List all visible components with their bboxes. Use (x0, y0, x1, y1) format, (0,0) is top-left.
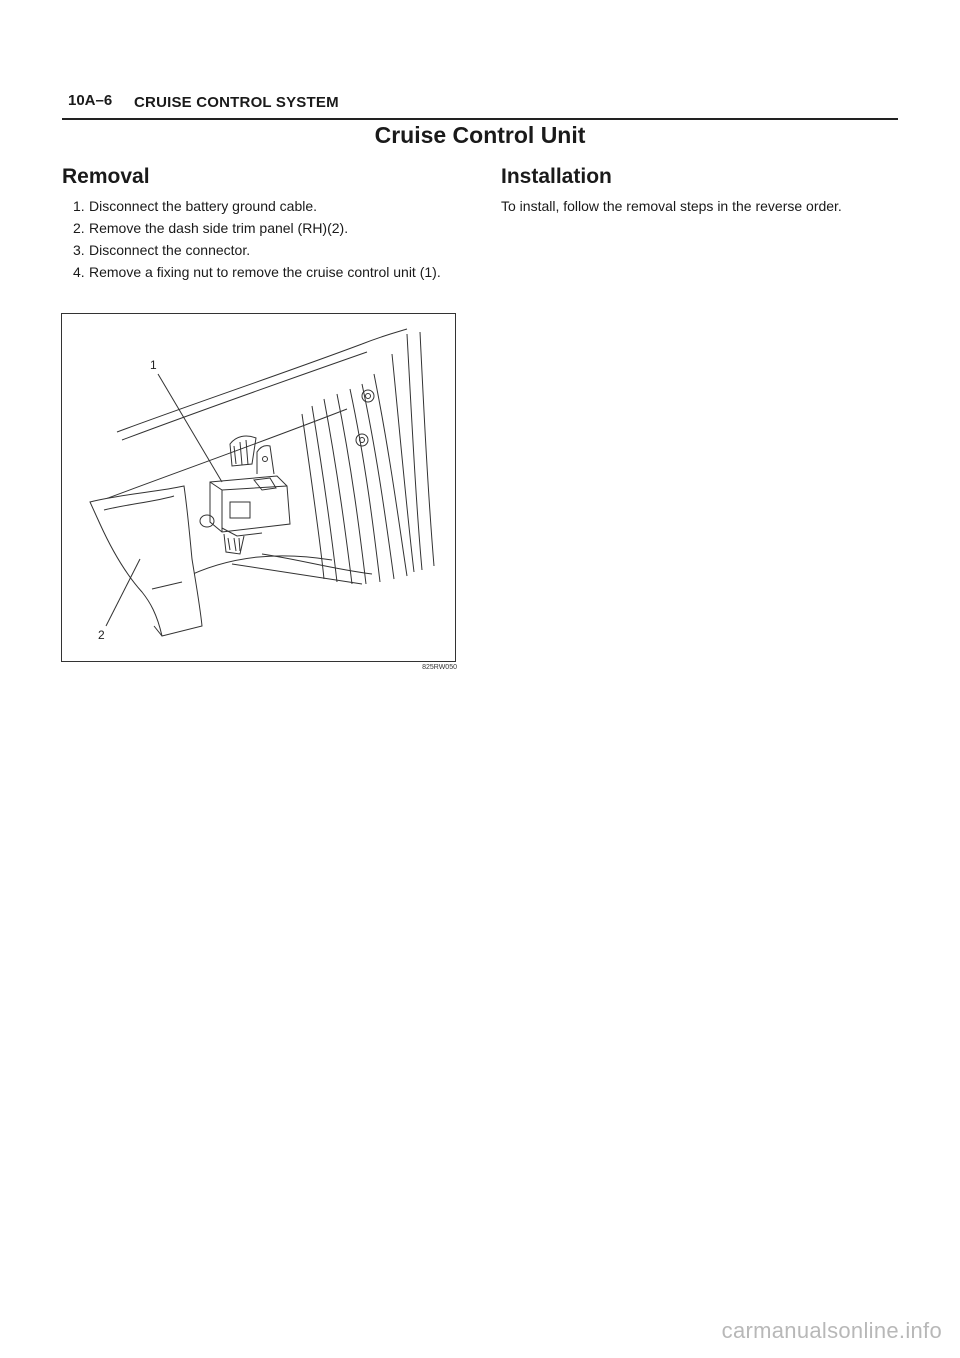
watermark: carmanualsonline.info (721, 1318, 942, 1343)
step-text: Disconnect the battery ground cable. (89, 198, 318, 214)
cruise-unit-diagram (62, 314, 455, 661)
step-text: Remove the dash side trim panel (RH)(2). (89, 220, 349, 236)
page-number: 10A–6 (68, 92, 113, 109)
step-number: 1. (73, 198, 85, 214)
figure-illustration (61, 313, 456, 662)
callout-2: 2 (98, 628, 105, 642)
removal-section (62, 165, 458, 286)
step-text: Disconnect the connector. (89, 242, 251, 258)
step-number: 3. (73, 242, 85, 258)
installation-section (501, 165, 901, 215)
figure-code: 825RW050 (422, 664, 457, 671)
step-number: 4. (73, 264, 85, 280)
list-item (62, 198, 458, 215)
removal-heading: Removal (62, 165, 150, 188)
step-text: Remove a fixing nut to remove the cruise control unit (1). (89, 264, 441, 280)
section-title: CRUISE CONTROL SYSTEM (134, 94, 339, 111)
callout-1: 1 (150, 358, 157, 372)
step-number: 2. (73, 220, 85, 236)
list-item (62, 264, 458, 281)
page-header (62, 90, 898, 120)
installation-text: To install, follow the removal steps in the reverse order. (501, 198, 842, 214)
installation-heading: Installation (501, 165, 612, 188)
list-item (62, 220, 458, 237)
list-item (62, 242, 458, 259)
removal-steps (62, 198, 458, 281)
page-title: Cruise Control Unit (374, 122, 586, 148)
